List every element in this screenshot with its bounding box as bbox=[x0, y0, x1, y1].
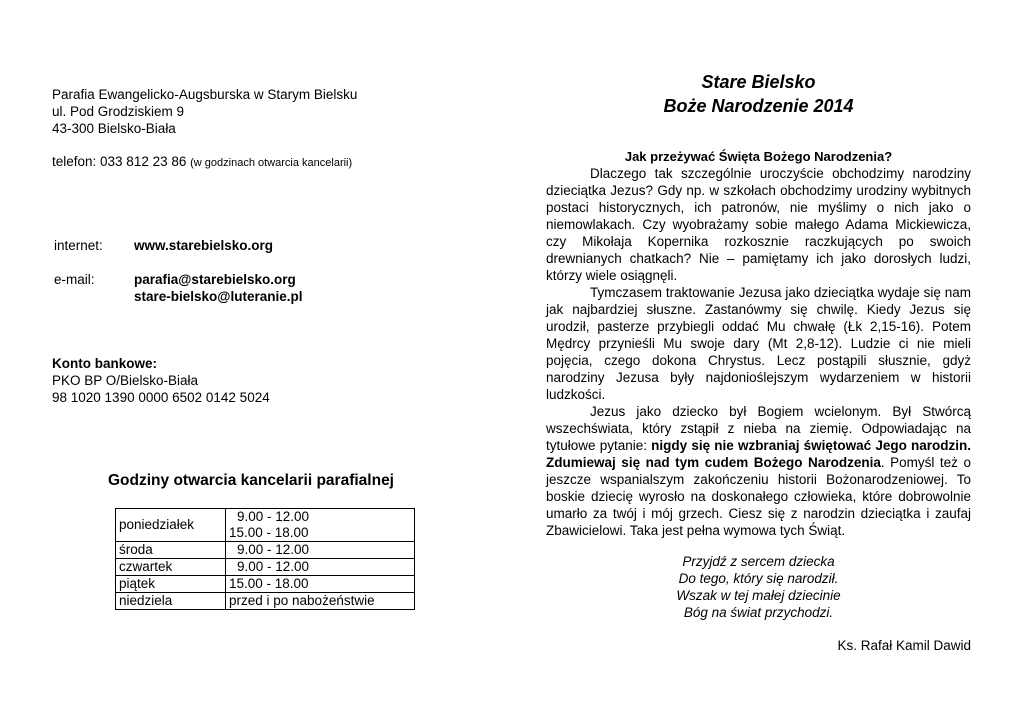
email-link-2[interactable]: stare-bielsko@luteranie.pl bbox=[134, 289, 303, 304]
time-cell bbox=[226, 509, 415, 542]
page-subtitle: Boże Narodzenie 2014 bbox=[663, 96, 854, 116]
phone-number: telefon: 033 812 23 86 bbox=[52, 154, 187, 169]
email-label: e-mail: bbox=[54, 272, 95, 287]
time-value: 9.00 - 12.00 bbox=[237, 509, 310, 524]
bank-name: PKO BP O/Bielsko-Biała bbox=[52, 373, 199, 388]
para3-text-a: Jezus jako dziecko był Bogiem wcielonym. Był Stwórcą wszechświata, który zstąpił z nieba na ziemię. Odpowiadając na tytułowe pytanie: bbox=[546, 404, 971, 453]
address-line-3: 43-300 Bielsko-Biała bbox=[52, 121, 176, 136]
day-cell: czwartek bbox=[116, 559, 226, 576]
day-cell: niedziela bbox=[116, 593, 226, 610]
article-paragraph-2: Tymczasem traktowanie Jezusa jako dzieciątka wydaje się nam jak najbardziej słuszne. Zastanówmy się chwilę. Kiedy Jezus się urodził, pasterze przybiegli oddać Mu chwałę (Łk 2,15-16). Potem Mędrcy przynieśli Mu swoje dary (Mt 2,8-12). Ludzie ci nie mieli pojęcia, czego dokona Chrystus. Lecz postąpili słusznie, gdyż narodziny Jezusa były najdonioślejszym wydarzeniem w historii ludzkości. bbox=[546, 285, 971, 402]
poem-line-3: Wszak w tej małej dziecinie bbox=[676, 588, 841, 603]
time-value: 9.00 - 12.00 bbox=[237, 542, 310, 557]
address-line-2: ul. Pod Grodziskiem 9 bbox=[52, 104, 185, 119]
article-heading: Jak przeżywać Święta Bożego Narodzenia? bbox=[624, 149, 893, 164]
table-row bbox=[116, 509, 415, 542]
poem-line-4: Bóg na świat przychodzi. bbox=[683, 605, 834, 620]
table-row bbox=[116, 542, 415, 559]
time-cell: 15.00 - 18.00 bbox=[226, 576, 415, 593]
office-hours-table bbox=[115, 508, 415, 610]
phone-line bbox=[52, 153, 352, 172]
day-cell: środa bbox=[116, 542, 226, 559]
table-row bbox=[116, 593, 415, 610]
para3-bold: nigdy się nie wzbraniaj świętować Jego narodzin. Zdumiewaj się nad tym cudem Bożego Narodzenia bbox=[546, 438, 971, 470]
time-cell: przed i po nabożeństwie bbox=[226, 593, 415, 610]
email-link-1[interactable]: parafia@starebielsko.org bbox=[134, 272, 296, 287]
day-cell: poniedziałek bbox=[116, 509, 226, 542]
phone-note: (w godzinach otwarcia kancelarii) bbox=[190, 157, 353, 169]
time-cell bbox=[226, 542, 415, 559]
bank-title: Konto bankowe: bbox=[52, 356, 157, 371]
article-paragraph-1: Dlaczego tak szczególnie uroczyście obchodzimy narodziny dzieciątka Jezus? Gdy np. w szkołach obchodzimy urodziny wybitnych postaci historycznych, ich patronów, nie myślimy o nich jako o niemowlakach. Czy wyobrażamy sobie małego Adama Mickiewicza, czy Mikołaja Kopernika rozkosznie raczkujących po swoich drewnianych chatkach? Nie – pamiętamy ich jako dorosłych ludzi, którzy wiele osiągnęli. bbox=[546, 166, 971, 283]
para3-text-b: . Pomyśl też o jeszcze wspanialszym zakończeniu historii Bożonarodzeniowej. To boskie dziecię wyrosło na doskonałego człowieka, które dobrowolnie umarło za twój i mój grzech. Ciesz się z narodzin dzieciątka i zaufaj Zbawicielowi. Taka jest pełna wymowa tych Świąt. bbox=[546, 455, 971, 538]
hours-title: Godziny otwarcia kancelarii parafialnej bbox=[108, 472, 394, 489]
poem-line-2: Do tego, który się narodził. bbox=[678, 571, 839, 586]
table-row bbox=[116, 559, 415, 576]
bank-account: 98 1020 1390 0000 6502 0142 5024 bbox=[52, 390, 270, 405]
table-row bbox=[116, 576, 415, 593]
day-cell: piątek bbox=[116, 576, 226, 593]
internet-label: internet: bbox=[54, 238, 103, 253]
page-title: Stare Bielsko bbox=[701, 72, 816, 92]
article-paragraph-3 bbox=[546, 403, 971, 539]
address-line-1: Parafia Ewangelicko-Augsburska w Starym Bielsku bbox=[52, 87, 358, 102]
poem-line-1: Przyjdź z sercem dziecka bbox=[682, 554, 835, 569]
time-value: 9.00 - 12.00 bbox=[237, 559, 310, 574]
website-link[interactable]: www.starebielsko.org bbox=[134, 238, 274, 253]
time-cell bbox=[226, 559, 415, 576]
time-value-2: 15.00 - 18.00 bbox=[229, 525, 309, 540]
signature: Ks. Rafał Kamil Dawid bbox=[837, 638, 971, 653]
